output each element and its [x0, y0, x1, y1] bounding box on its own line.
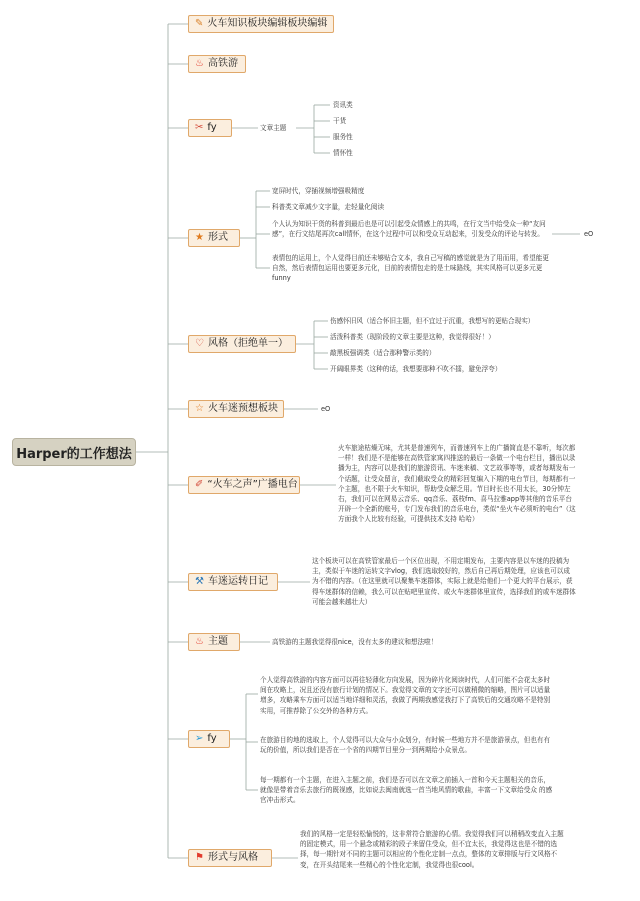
style-item[interactable]: 伤感怀旧风（适合怀旧主题，但不宜过于沉重，我想写的更贴合现实）: [330, 317, 535, 325]
heart-icon: ♡: [195, 338, 204, 349]
send-icon: ➢: [195, 733, 204, 744]
pen-icon: ✐: [195, 479, 204, 490]
branch-label: “火车之声”广播电台: [207, 479, 298, 490]
style-item[interactable]: 敲黑板强调类（适合那种警示类的）: [330, 349, 436, 357]
branch-label: 形式: [207, 232, 228, 243]
branch-label: 形式与风格: [207, 852, 258, 863]
branch-style[interactable]: [188, 335, 296, 353]
style-item[interactable]: 活泼科普类（现阶段的文章主要是这种，我觉得很好！）: [330, 333, 495, 341]
form-note[interactable]: 宽屏时代，穿插视频增强吸精度: [272, 187, 365, 195]
sub-article-topic[interactable]: 文章主题: [260, 124, 287, 132]
branch-theme[interactable]: [188, 633, 240, 651]
branch-label: fy: [207, 733, 217, 744]
fy-note[interactable]: 个人觉得高铁游的内容方面可以再往轻薄化方向发展，因为碎片化阅读时代，人们可能不会花太多时间在攻略上，况且还没有旅行计划的情况下。我觉得文章的文字还可以做稍微的缩略，图片可以适量增多，攻略乘车方面可以适当地详细和灵活，我做了两期我感觉我打下了高铁后的交通攻略不是特别实用，可推荐除了公交外的各种方式。: [260, 676, 551, 715]
diary-note[interactable]: 这个板块可以在高铁管家最后一个区位出现，不用定期发布，主要内容是以车迷的投稿为主，类似于车迷的运转文字vlog，我们选取较好的，然后自己再后期处理，应该也可以成为不错的内容。（在这里就可以聚集车迷群体，实际上就是给他们一个更大的平台展示，获得车迷群体的信赖，我么可以在贴吧里宣传、或火车迷群体里宣传，选择我们的或车迷群体可能会越来越壮大）: [312, 557, 576, 606]
branch-form[interactable]: [188, 229, 240, 247]
edit-icon: ✎: [195, 18, 204, 29]
branch-high-speed-travel[interactable]: [188, 55, 246, 73]
flag-icon: ⚑: [195, 852, 204, 863]
fire-icon: ♨: [195, 58, 204, 69]
form-note[interactable]: 个人认为知识干货的科普到最后也是可以引起受众情感上的共鸣，在行文当中给受众一种“友问感”，在行文结尾再次call情怀，在这个过程中可以和受众互动起来，引发受众的评论与转发。: [272, 220, 546, 239]
branch-radio-station[interactable]: [188, 476, 300, 494]
topic-item[interactable]: 干货: [333, 117, 347, 125]
radio-note[interactable]: 火车旅途枯燥无味，尤其是普速列车，而普速列车上的广播简直是不靠听，每次都一样！我们是不是能够在高铁管家寓四推送的最后一条做一个电台栏目，播出以录播为主，内容可以是我们的旅游资讯、车迷来稿、文艺故事等等，或者每期发布一个话题，让受众留言，我们截取受众的精彩回复编入下期的电台节目，每期都有一个主题，也不限于火车知识，帮助受众解乏用。节目时长也不用太长，30分钟左右，我们可以在网易云音乐、qq音乐、荔枝fm、喜马拉雅app等其他的音乐平台开辟一个全新的账号，专门发布我们的音乐电台，类似“坐火车必须听的电台”（这方面我个人比较有经验，可提供技术支持 哈哈）: [338, 444, 576, 524]
branch-label: 高铁游: [207, 58, 238, 69]
theme-note[interactable]: 高铁游的主题我觉得很nice，没有太多的建议和想法啦！: [272, 638, 438, 646]
fire-icon: ♨: [195, 636, 204, 647]
branch-label: fy: [207, 122, 217, 133]
fy-note[interactable]: 在旅游目的地的选取上，个人觉得可以大众与小众划分，有时候一些地方并不是旅游景点，但也有有玩的价值，所以我们是否在一个省的四期节目里分一到两期给小众景点。: [260, 736, 551, 755]
branch-fy-1[interactable]: [188, 119, 232, 137]
branch-fy-2[interactable]: [188, 730, 230, 748]
tools-icon: ✂: [195, 122, 204, 133]
branch-label: 主题: [207, 636, 228, 647]
topic-item[interactable]: 服务性: [333, 133, 353, 141]
form-tail[interactable]: eO: [584, 230, 594, 238]
branch-label: 车迷运转日记: [207, 576, 268, 587]
branch-label: 火车迷预想板块: [207, 403, 278, 414]
topic-item[interactable]: 情怀性: [333, 149, 353, 157]
branch-trainfan-preview[interactable]: [188, 400, 284, 418]
branch-label: 风格（拒绝单一）: [207, 338, 288, 349]
wrench-icon: ⚒: [195, 576, 204, 587]
preview-tail[interactable]: eO: [321, 405, 331, 413]
branch-form-and-style[interactable]: [188, 849, 272, 867]
form-note[interactable]: 表情包的运用上，个人觉得目前还未够贴合文本，我自己写稿的感觉就是为了用而用，希望能更自然，然后表情包运用也要更多元化，目前的表情包走的是土味路线，其实风格可以更多元更funny: [272, 254, 549, 283]
style-item[interactable]: 开阔眼界类（这种的话，我想要那种不吹不擂，避免浮夸）: [330, 365, 502, 373]
star-outline-icon: ☆: [195, 403, 204, 414]
branch-label: 火车知识板块编辑板块编辑: [207, 18, 328, 29]
topic-item[interactable]: 资讯类: [333, 101, 353, 109]
root-topic[interactable]: Harper的工作想法: [12, 438, 136, 466]
fy-note[interactable]: 每一期都有一个主题，在进入主题之前，我们是否可以在文章之前插入一首和今天主题相关的音乐，就像是带着音乐去旅行的既视感，比如说去闽南就选一首当地风情的歌曲，丰富一下文章给受众 的感官冲击形式。: [260, 776, 553, 805]
form-style-note[interactable]: 我们的风格一定是轻松愉悦的，这非常符合旅游的心情。我觉得我们可以稍稍改变直入主题的固定模式，用一个悬念或精彩的段子来留住受众，但不宜太长，我觉得这也是不错的选择，每一期针对不同的主题可以相应的个性化定制一点点，整体的文章排版与行文风格不变，在开头结尾来一些精心的个性化定制，我觉得也很cool。: [300, 830, 564, 869]
form-note[interactable]: 科普类文章减少文字量，走轻量化阅读: [272, 203, 385, 211]
branch-trainfan-diary[interactable]: [188, 573, 278, 591]
branch-train-knowledge[interactable]: [188, 15, 334, 33]
star-icon: ★: [195, 232, 204, 243]
